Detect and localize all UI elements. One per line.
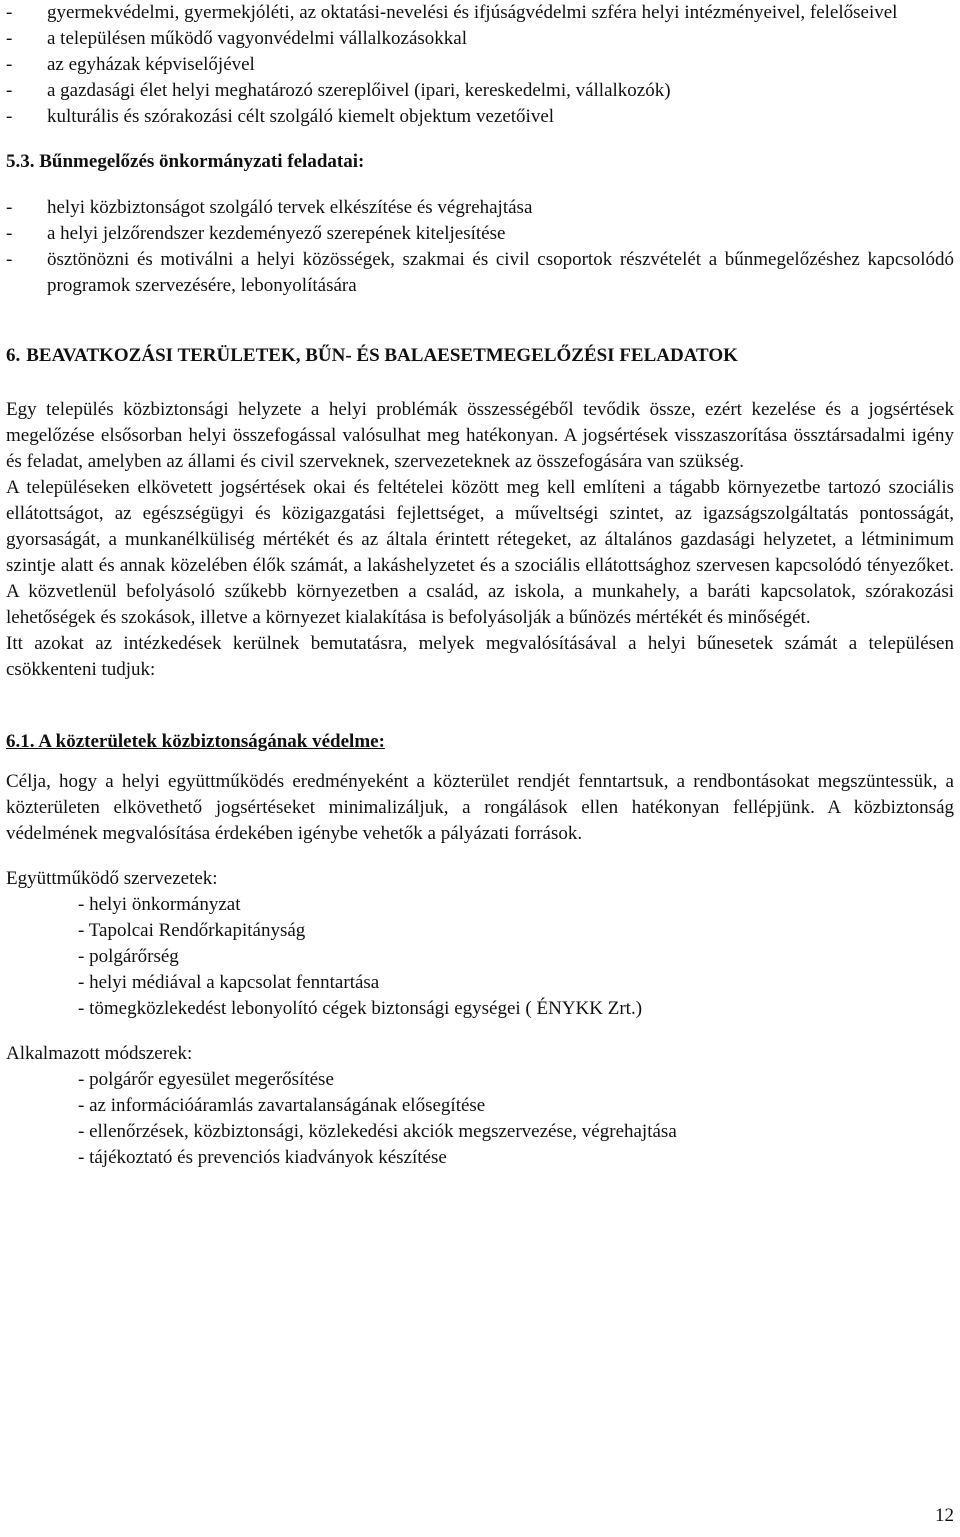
list-item: - az egyházak képviselőjével [6,52,954,78]
section-5-3-heading: 5.3. Bűnmegelőzés önkormányzati feladatai: [6,151,365,172]
list-item: - az információáramlás zavartalanságának elősegítése [78,1093,954,1119]
methods-label: Alkalmazott módszerek: [6,1043,193,1064]
section-6-paragraph-2: A településeken elkövetett jogsértések okai és feltételei között meg kell említeni a tágabb környezetbe tartozó szociális ellátottságot, az egészségügyi és közigazgatási fejlettséget, a műveltségi szintet, az igazságszolgáltatás pontosságát, gyorsaságát, a munkanélküliség mértékét és az általa érintett rétegeket, az általános gazdasági helyzetet, a létminimum szintje alatt és annak közelében élők számát, a lakáshelyzetet és a szociális ellátottsághoz szervesen kapcsolódó tényezőket. A közvetlenül befolyásoló szűkebb környezetben a család, az iskola, a munkahely, a baráti kapcsolatok, szórakozási lehetőségek és szokások, illetve a környezet kialakítása is befolyásolják a bűnözés mértékét és minőségét. [6,477,954,628]
methods-list [6,1067,954,1171]
list-item: - a településen működő vagyonvédelmi vállalkozásokkal [6,26,954,52]
page-number: 12 [935,1505,954,1526]
partners-list [6,892,954,1022]
partners-label: Együttműködő szervezetek: [6,868,218,889]
list-item: - tömegközlekedést lebonyolító cégek biztonsági egységei ( ÉNYKK Zrt.) [78,996,954,1022]
list-item: - polgárőr egyesület megerősítése [78,1067,954,1093]
section-6-paragraph-3: Itt azokat az intézkedések kerülnek bemutatásra, melyek megvalósításával a helyi bűnesetek számát a településen csökkenteni tudjuk: [6,633,954,680]
list-item: - ösztönözni és motiválni a helyi közösségek, szakmai és civil csoportok részvételét a bűnmegelőzéshez kapcsolódó programok szervezésére, lebonyolítására [6,247,954,299]
list-item: - a helyi jelzőrendszer kezdeményező szerepének kiteljesítése [6,221,954,247]
section-6-heading [6,343,954,369]
section-6-1-paragraph: Célja, hogy a helyi együttműködés eredményeként a közterület rendjét fenntartsuk, a rendbontásokat megszüntessük, a közterületen elkövethető jogsértéseket minimalizáljuk, a rongálások ellen hatékonyan fellépjünk. A közbiztonság védelmének megvalósítása érdekében igénybe vehetők a pályázati források. [6,771,954,844]
top-list [6,0,954,130]
section-6-paragraph-1: Egy település közbiztonsági helyzete a helyi problémák összességéből tevődik össze, ezért kezelése és a jogsértések megelőzése elsősorban helyi összefogással valósulhat meg hatékonyan. A jogsértések visszaszorítása össztársadalmi igény és feladat, amelyben az állami és civil szerveknek, szervezeteknek az összefogására van szükség. [6,399,954,472]
list-item: - a gazdasági élet helyi meghatározó szereplőivel (ipari, kereskedelmi, vállalkozók) [6,78,954,104]
list-item: - Tapolcai Rendőrkapitányság [78,918,954,944]
section-6-1-heading: 6.1. A közterületek közbiztonságának védelme: [6,731,385,752]
document-page [6,0,954,1171]
section-6-number: 6. [6,345,21,366]
section-6-title: BEAVATKOZÁSI TERÜLETEK, BŰN- ÉS BALAESETMEGELŐZÉSI FELADATOK [26,345,738,366]
list-item: - ellenőrzések, közbiztonsági, közlekedési akciók megszervezése, végrehajtása [78,1119,954,1145]
list-item: - helyi önkormányzat [78,892,954,918]
list-item: - gyermekvédelmi, gyermekjóléti, az oktatási-nevelési és ifjúságvédelmi szféra helyi intézményeivel, felelőseivel [6,0,954,26]
list-item: - kulturális és szórakozási célt szolgáló kiemelt objektum vezetőivel [6,104,954,130]
list-item: - polgárőrség [78,944,954,970]
list-item: - tájékoztató és prevenciós kiadványok készítése [78,1145,954,1171]
list-item: - helyi médiával a kapcsolat fenntartása [78,970,954,996]
section-5-3-list [6,195,954,299]
list-item: - helyi közbiztonságot szolgáló tervek elkészítése és végrehajtása [6,195,954,221]
